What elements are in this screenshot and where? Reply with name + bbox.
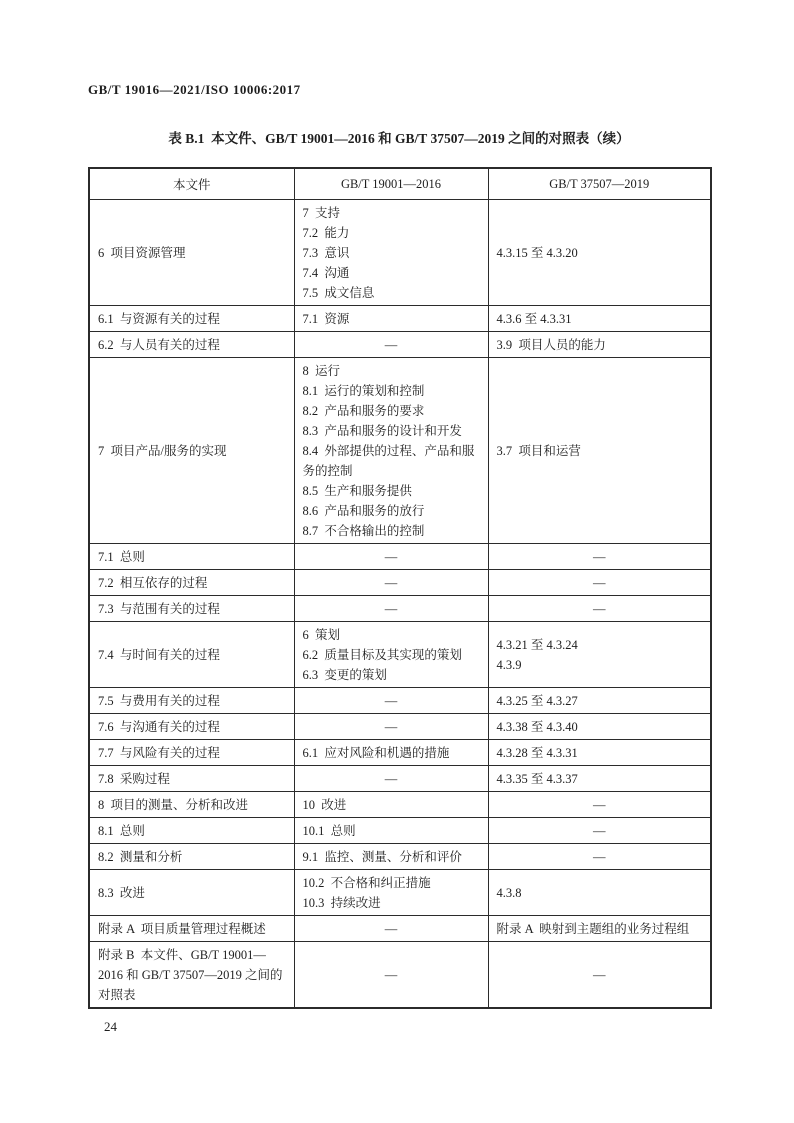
cell-line: 8.7 不合格输出的控制 bbox=[302, 523, 425, 538]
table-cell bbox=[89, 766, 294, 792]
table-cell bbox=[89, 622, 294, 688]
table-cell bbox=[89, 596, 294, 622]
table-cell bbox=[294, 844, 488, 870]
cell-line: 7.6 与沟通有关的过程 bbox=[98, 719, 220, 734]
table-row bbox=[89, 200, 711, 306]
cell-line: 7.4 沟通 bbox=[302, 265, 350, 280]
cell-line: 7.3 意识 bbox=[302, 245, 350, 260]
comparison-table bbox=[88, 167, 712, 1009]
table-cell bbox=[294, 740, 488, 766]
table-cell bbox=[89, 740, 294, 766]
table-cell bbox=[89, 870, 294, 916]
cell-line: 4.3.25 至 4.3.27 bbox=[496, 693, 578, 708]
table-cell bbox=[488, 942, 711, 1009]
table-cell bbox=[294, 916, 488, 942]
cell-line: 6.2 与人员有关的过程 bbox=[98, 337, 220, 352]
cell-line: 4.3.21 至 4.3.24 bbox=[496, 637, 578, 652]
cell-line: 8.1 运行的策划和控制 bbox=[302, 383, 425, 398]
column-header: GB/T 37507—2019 bbox=[488, 168, 711, 200]
table-cell bbox=[488, 870, 711, 916]
table-cell bbox=[488, 740, 711, 766]
table-cell bbox=[488, 792, 711, 818]
cell-line: 7.7 与风险有关的过程 bbox=[98, 745, 220, 760]
table-row bbox=[89, 544, 711, 570]
table-row bbox=[89, 714, 711, 740]
cell-line: — bbox=[593, 601, 606, 616]
cell-line: 8.1 总则 bbox=[98, 823, 145, 838]
cell-line: 附录 B 本文件、GB/T 19001—2016 和 GB/T 37507—2019 之间的对照表 bbox=[98, 947, 283, 1002]
table-row bbox=[89, 942, 711, 1009]
cell-line: 8.5 生产和服务提供 bbox=[302, 483, 412, 498]
cell-line: 7.2 能力 bbox=[302, 225, 350, 240]
table-cell bbox=[89, 200, 294, 306]
cell-line: 3.7 项目和运营 bbox=[496, 443, 581, 458]
table-cell bbox=[294, 358, 488, 544]
table-row bbox=[89, 792, 711, 818]
table-cell bbox=[89, 818, 294, 844]
table-row bbox=[89, 740, 711, 766]
cell-line: 4.3.15 至 4.3.20 bbox=[496, 245, 578, 260]
table-row bbox=[89, 332, 711, 358]
cell-line: 7 支持 bbox=[302, 205, 341, 220]
table-header-row bbox=[89, 168, 711, 200]
cell-line: — bbox=[593, 797, 606, 812]
table-cell bbox=[488, 622, 711, 688]
table-cell bbox=[89, 332, 294, 358]
cell-line: 8 运行 bbox=[302, 363, 341, 378]
cell-line: — bbox=[593, 575, 606, 590]
cell-line: 3.9 项目人员的能力 bbox=[496, 337, 606, 352]
table-body bbox=[89, 200, 711, 1009]
cell-line: 8.3 产品和服务的设计和开发 bbox=[302, 423, 462, 438]
table-cell bbox=[294, 200, 488, 306]
table-cell bbox=[488, 358, 711, 544]
cell-line: 8.3 改进 bbox=[98, 885, 145, 900]
cell-line: 10.1 总则 bbox=[302, 823, 356, 838]
table-cell bbox=[488, 818, 711, 844]
table-row bbox=[89, 818, 711, 844]
table-row bbox=[89, 596, 711, 622]
column-header: GB/T 19001—2016 bbox=[294, 168, 488, 200]
table-cell bbox=[89, 570, 294, 596]
table-cell bbox=[294, 688, 488, 714]
cell-line: 7.8 采购过程 bbox=[98, 771, 170, 786]
table-cell bbox=[294, 596, 488, 622]
cell-line: 8.4 外部提供的过程、产品和服务的控制 bbox=[302, 443, 475, 478]
cell-line: 8.2 测量和分析 bbox=[98, 849, 183, 864]
cell-line: 10.3 持续改进 bbox=[302, 895, 381, 910]
table-cell bbox=[294, 766, 488, 792]
table-cell bbox=[89, 916, 294, 942]
cell-line: 7.4 与时间有关的过程 bbox=[98, 647, 220, 662]
cell-line: 4.3.38 至 4.3.40 bbox=[496, 719, 578, 734]
document-code: GB/T 19016—2021/ISO 10006:2017 bbox=[88, 82, 301, 97]
table-cell bbox=[89, 844, 294, 870]
table-cell bbox=[294, 818, 488, 844]
cell-line: 4.3.28 至 4.3.31 bbox=[496, 745, 578, 760]
table-title: 表 B.1 本文件、GB/T 19001—2016 和 GB/T 37507—2019 之间的对照表（续） bbox=[168, 131, 630, 146]
cell-line: — bbox=[384, 575, 398, 590]
table-cell bbox=[488, 332, 711, 358]
cell-line: 8.2 产品和服务的要求 bbox=[302, 403, 425, 418]
cell-line: 10.2 不合格和纠正措施 bbox=[302, 875, 431, 890]
cell-line: 附录 A 项目质量管理过程概述 bbox=[98, 921, 266, 936]
table-row bbox=[89, 870, 711, 916]
table-row bbox=[89, 766, 711, 792]
cell-line: — bbox=[384, 719, 398, 734]
table-cell bbox=[89, 358, 294, 544]
cell-line: — bbox=[384, 601, 398, 616]
table-row bbox=[89, 570, 711, 596]
cell-line: 7.2 相互依存的过程 bbox=[98, 575, 208, 590]
table-cell bbox=[89, 714, 294, 740]
table-cell bbox=[294, 332, 488, 358]
table-row bbox=[89, 844, 711, 870]
cell-line: 7.5 成文信息 bbox=[302, 285, 375, 300]
table-cell bbox=[294, 714, 488, 740]
cell-line: 6.1 应对风险和机遇的措施 bbox=[302, 745, 450, 760]
table-cell bbox=[294, 570, 488, 596]
table-cell bbox=[89, 792, 294, 818]
cell-line: 9.1 监控、测量、分析和评价 bbox=[302, 849, 462, 864]
table-row bbox=[89, 688, 711, 714]
table-cell bbox=[294, 942, 488, 1009]
cell-line: — bbox=[384, 693, 398, 708]
table-cell bbox=[488, 916, 711, 942]
table-cell bbox=[488, 844, 711, 870]
table-cell bbox=[488, 714, 711, 740]
cell-line: 7.1 总则 bbox=[98, 549, 145, 564]
cell-line: 8 项目的测量、分析和改进 bbox=[98, 797, 249, 812]
cell-line: 7.5 与费用有关的过程 bbox=[98, 693, 220, 708]
table-cell bbox=[488, 596, 711, 622]
cell-line: 7.1 资源 bbox=[302, 311, 350, 326]
table-cell bbox=[488, 570, 711, 596]
cell-line: — bbox=[593, 849, 606, 864]
cell-line: — bbox=[593, 823, 606, 838]
cell-line: — bbox=[384, 921, 398, 936]
cell-line: — bbox=[384, 771, 398, 786]
cell-line: — bbox=[593, 549, 606, 564]
cell-line: 10 改进 bbox=[302, 797, 347, 812]
cell-line: 6 策划 bbox=[302, 627, 341, 642]
table-cell bbox=[488, 766, 711, 792]
cell-line: 6.1 与资源有关的过程 bbox=[98, 311, 220, 326]
cell-line: 6 项目资源管理 bbox=[98, 245, 186, 260]
table-cell bbox=[294, 306, 488, 332]
column-header: 本文件 bbox=[89, 168, 294, 200]
table-row bbox=[89, 358, 711, 544]
table-cell bbox=[89, 544, 294, 570]
cell-line: 4.3.35 至 4.3.37 bbox=[496, 771, 578, 786]
cell-line: — bbox=[384, 967, 398, 982]
table-cell bbox=[488, 200, 711, 306]
table-cell bbox=[488, 688, 711, 714]
table-cell bbox=[89, 306, 294, 332]
cell-line: — bbox=[593, 967, 606, 982]
table-cell bbox=[294, 622, 488, 688]
cell-line: 4.3.8 bbox=[496, 885, 522, 900]
cell-line: — bbox=[384, 337, 398, 352]
cell-line: 6.2 质量目标及其实现的策划 bbox=[302, 647, 462, 662]
table-cell bbox=[89, 942, 294, 1009]
cell-line: 附录 A 映射到主题组的业务过程组 bbox=[496, 921, 690, 936]
cell-line: 8.6 产品和服务的放行 bbox=[302, 503, 425, 518]
table-row bbox=[89, 306, 711, 332]
cell-line: 4.3.9 bbox=[496, 657, 522, 672]
page-number: 24 bbox=[104, 1019, 117, 1034]
table-cell bbox=[294, 792, 488, 818]
table-cell bbox=[488, 544, 711, 570]
table-cell bbox=[488, 306, 711, 332]
cell-line: 7.3 与范围有关的过程 bbox=[98, 601, 220, 616]
cell-line: 7 项目产品/服务的实现 bbox=[98, 443, 227, 458]
table-cell bbox=[294, 544, 488, 570]
table-row bbox=[89, 916, 711, 942]
cell-line: — bbox=[384, 549, 398, 564]
table-cell bbox=[89, 688, 294, 714]
table-row bbox=[89, 622, 711, 688]
table-cell bbox=[294, 870, 488, 916]
cell-line: 4.3.6 至 4.3.31 bbox=[496, 311, 572, 326]
cell-line: 6.3 变更的策划 bbox=[302, 667, 387, 682]
